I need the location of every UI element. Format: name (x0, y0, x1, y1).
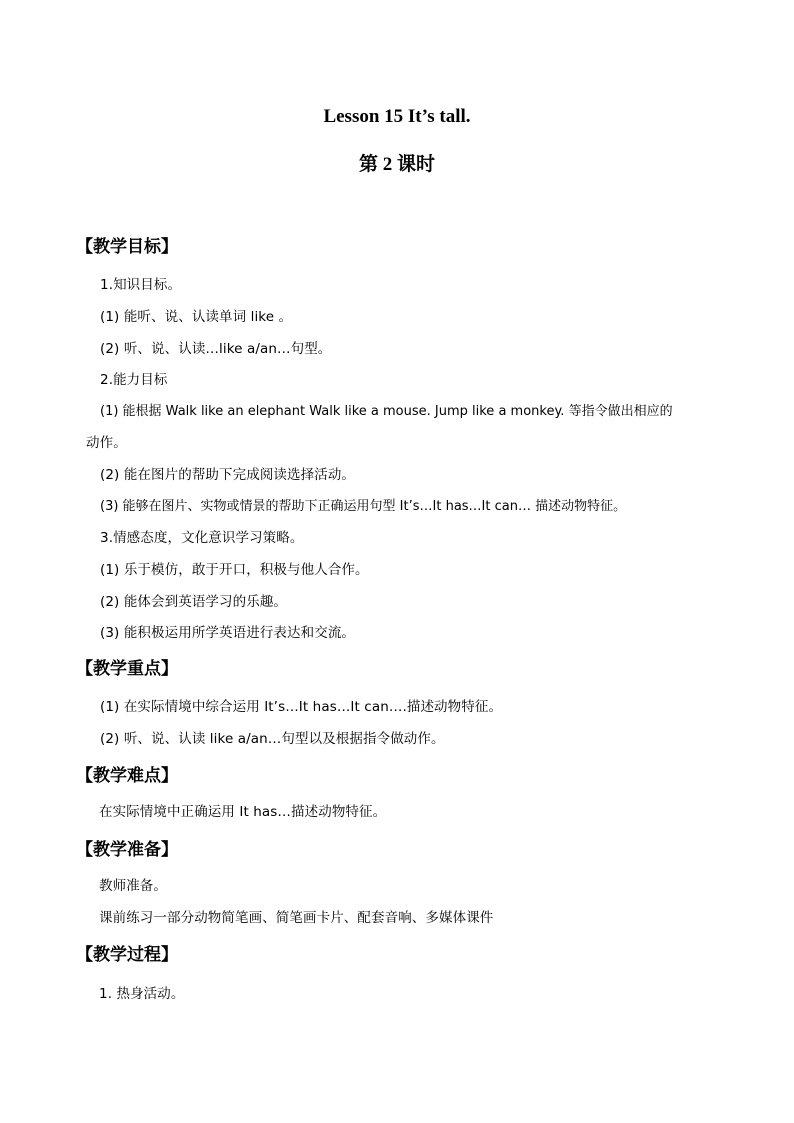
goals-line: (1) 能根据 Walk like an elephant Walk like a mouse. Jump like a monkey. 等指令做出相应的 (100, 404, 673, 419)
key-points-heading: 【教学重点】 (76, 659, 178, 679)
goals-line: 1.知识目标。 (100, 277, 182, 293)
difficulties-heading: 【教学难点】 (76, 766, 178, 786)
goals-line: (2) 能体会到英语学习的乐趣。 (100, 594, 288, 610)
goals-line: 3.情感态度，文化意识学习策略。 (100, 530, 304, 546)
lesson-subtitle: 第 2 课时 (358, 154, 435, 175)
key-points-line: (2) 听、说、认读 like a/an…句型以及根据指令做动作。 (100, 731, 445, 747)
goals-heading: 【教学目标】 (76, 237, 178, 257)
goals-line: (2) 听、说、认读…like a/an…句型。 (100, 341, 332, 357)
key-points-line: (1) 在实际情境中综合运用 It’s…It has…It can….描述动物特征。 (100, 699, 503, 715)
preparation-line: 教师准备。 (99, 878, 167, 894)
preparation-heading: 【教学准备】 (76, 840, 178, 860)
preparation-line: 课前练习一部分动物简笔画、简笔画卡片、配套音响、多媒体课件 (99, 910, 494, 926)
difficulties-line: 在实际情境中正确运用 It has…描述动物特征。 (99, 804, 387, 820)
process-heading: 【教学过程】 (76, 945, 178, 965)
goals-line: 2.能力目标 (100, 372, 168, 388)
goals-line: 动作。 (86, 435, 127, 451)
goals-line: (1) 乐于模仿，敢于开口，积极与他人合作。 (100, 562, 369, 578)
goals-line: (3) 能够在图片、实物或情景的帮助下正确运用句型 It’s…It has…It can… 描述动物特征。 (100, 499, 627, 514)
goals-line: (2) 能在图片的帮助下完成阅读选择活动。 (100, 467, 356, 483)
lesson-title: Lesson 15 It’s tall. (323, 106, 471, 127)
process-line: 1. 热身活动。 (99, 986, 185, 1002)
goals-line: (1) 能听、说、认读单词 like 。 (100, 309, 293, 325)
goals-line: (3) 能积极运用所学英语进行表达和交流。 (100, 625, 356, 641)
